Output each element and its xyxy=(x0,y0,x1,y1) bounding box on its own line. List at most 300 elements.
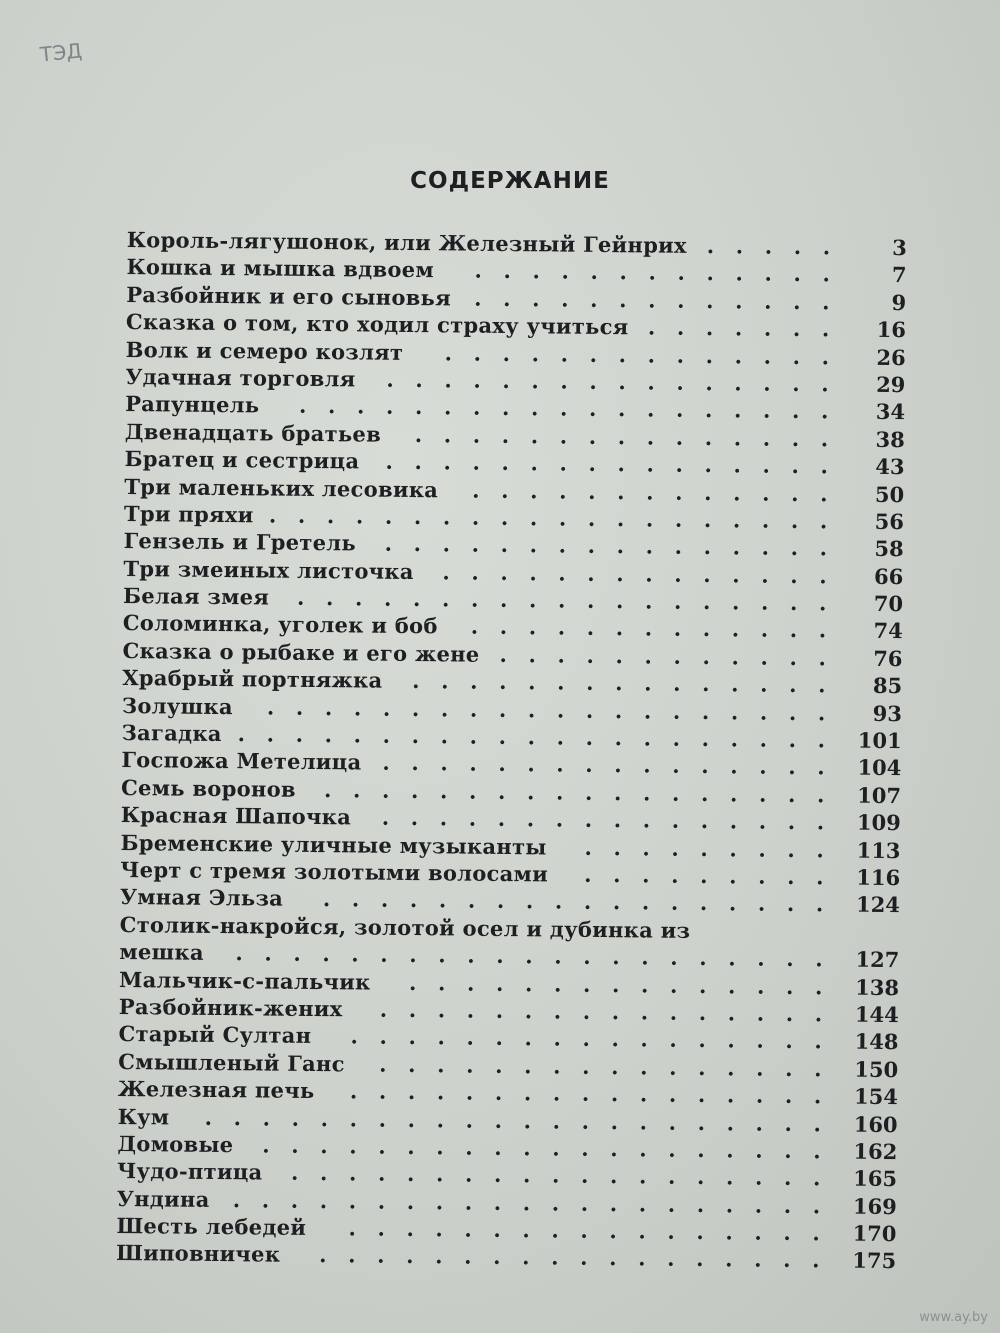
leader-dot: . xyxy=(821,371,829,397)
leader-dot: . xyxy=(786,891,795,917)
leader-dot: . xyxy=(442,559,450,585)
leader-dot: . xyxy=(558,505,567,531)
leader-dot: . xyxy=(702,671,710,697)
leader-dot: . xyxy=(322,941,330,967)
leader-dot: . xyxy=(326,503,335,529)
leader-dot: . xyxy=(787,781,796,807)
leader-dot: . xyxy=(704,452,712,478)
leader-dot: . xyxy=(763,370,771,396)
leader-dot: . xyxy=(471,504,480,530)
leader-dot: . xyxy=(813,1110,822,1136)
leader-dot: . xyxy=(729,863,737,889)
leader-dot: . xyxy=(702,643,710,669)
leader-dot: . xyxy=(728,890,737,916)
leader-dot: . xyxy=(384,531,393,557)
leader-dot: . xyxy=(615,588,624,614)
leader-dot: . xyxy=(473,340,482,366)
leader-dot: . xyxy=(378,1133,386,1159)
toc-entry-page: 43 xyxy=(875,453,905,480)
leader-dot: . xyxy=(731,644,739,670)
leader-dot: . xyxy=(671,780,680,806)
leader-dot: . xyxy=(611,999,620,1025)
leader-dot: . xyxy=(816,864,824,890)
page-title: СОДЕРЖАНИЕ xyxy=(410,168,610,194)
leader-dot: . xyxy=(379,1051,387,1077)
leader-dot: . xyxy=(501,450,509,476)
toc-entry-page: 124 xyxy=(855,892,901,918)
leader-dot: . xyxy=(556,697,565,723)
leader-dot: . xyxy=(586,587,595,613)
leader-dot: . xyxy=(464,1216,472,1242)
leader-dot: . xyxy=(529,559,537,585)
toc-entry-page: 154 xyxy=(853,1083,899,1110)
toc-entry-title: Удачная торговля xyxy=(125,363,356,392)
leader-dot: . xyxy=(646,424,655,450)
leader-dot: . xyxy=(704,424,713,450)
leader-dot: . xyxy=(496,943,504,969)
leader-dot: . xyxy=(494,1080,503,1106)
leader-dot: . xyxy=(558,560,566,586)
leader-dot: . xyxy=(614,752,622,778)
leader-dot: . xyxy=(819,535,828,561)
leader-dot: . xyxy=(701,753,709,779)
leader-dot: . xyxy=(494,1107,503,1133)
leader-dot: . xyxy=(438,942,446,968)
leader-dot: . xyxy=(754,1164,763,1190)
leader-dot: . xyxy=(789,672,797,698)
leader-dot: . xyxy=(556,751,564,778)
leader-dot: . xyxy=(494,1134,502,1160)
toc-entry-title: Умная Эльза xyxy=(119,884,284,912)
leader-dot: . xyxy=(589,341,598,367)
toc-entry-page: 150 xyxy=(854,1056,899,1082)
leader-dot: . xyxy=(647,369,655,395)
leader-dot: . xyxy=(644,615,653,641)
leader-dot: . xyxy=(472,422,481,448)
leader-dot: . xyxy=(676,314,685,341)
toc-entry-title: Король-лягушонок, или Железный Гейнрих xyxy=(126,226,687,258)
leader-dot: . xyxy=(675,451,683,477)
leader-dot: . xyxy=(820,426,829,452)
leader-dot: . xyxy=(493,1189,502,1215)
leader-dot: . xyxy=(499,669,507,695)
leader-dot: . xyxy=(264,940,272,966)
leader-dot: . xyxy=(673,643,681,669)
toc-entry-page: 29 xyxy=(876,371,906,398)
leader-dot: . xyxy=(464,1189,473,1215)
leader-dot: . xyxy=(382,722,391,748)
leader-dot: . xyxy=(266,721,275,747)
leader-dot: . xyxy=(443,394,452,420)
toc-entry-title: Черт с тремя золотыми волосами xyxy=(120,856,549,887)
toc-entry-title: Железная печь xyxy=(117,1076,315,1104)
leader-dot: . xyxy=(817,699,826,725)
leader-dot: . xyxy=(614,697,623,723)
leader-dot: . xyxy=(474,285,482,311)
leader-dot: . xyxy=(674,534,683,560)
leader-dot: . xyxy=(792,343,801,369)
leader-dot: . xyxy=(385,394,394,420)
leader-dot: . xyxy=(704,397,713,423)
leader-dot: . xyxy=(817,727,826,753)
toc-entry-page: 127 xyxy=(855,946,900,973)
leader-dot: . xyxy=(644,670,652,696)
leader-dot: . xyxy=(582,998,591,1024)
leader-dot: . xyxy=(619,286,627,313)
leader-dot: . xyxy=(822,234,831,260)
leader-dot: . xyxy=(610,1136,618,1162)
leader-dot: . xyxy=(559,423,568,449)
leader-dot: . xyxy=(700,808,709,834)
leader-dot: . xyxy=(503,285,511,311)
leader-dot: . xyxy=(699,890,708,916)
leader-dot: . xyxy=(588,450,596,477)
leader-dot: . xyxy=(467,887,476,914)
toc-entry-title: Гензель и Гретель xyxy=(123,528,357,556)
leader-dot: . xyxy=(557,669,565,695)
leader-dot: . xyxy=(530,450,538,476)
leader-dot: . xyxy=(676,342,685,368)
toc-entry-title: Кум xyxy=(117,1103,170,1129)
leader-dot: . xyxy=(764,261,772,287)
leader-dot: . xyxy=(561,286,569,312)
leader-dot: . xyxy=(820,453,828,479)
leader-dot: . xyxy=(618,369,626,395)
leader-dot: . xyxy=(495,970,504,996)
leader-dot: . xyxy=(758,808,767,834)
leader-dot: . xyxy=(756,973,765,999)
leader-dot: . xyxy=(785,1000,794,1026)
leader-dot: . xyxy=(816,809,825,835)
leader-dot: . xyxy=(735,260,743,286)
leader-dot: . xyxy=(408,1024,416,1050)
leader-dot: . xyxy=(705,370,713,396)
leader-dot: . xyxy=(646,478,654,505)
leader-dot: . xyxy=(814,1028,822,1054)
leader-dot: . xyxy=(613,862,621,888)
leader-dot: . xyxy=(464,1161,473,1187)
leader-dot: . xyxy=(587,560,595,586)
leader-dot: . xyxy=(471,531,480,557)
leader-dot: . xyxy=(761,507,770,533)
leader-dot: . xyxy=(411,750,419,776)
leader-dot: . xyxy=(584,779,593,805)
leader-dot: . xyxy=(580,1190,589,1216)
toc-entry-page: 162 xyxy=(853,1138,898,1165)
leader-dot: . xyxy=(580,1217,588,1243)
leader-dot: . xyxy=(437,1024,445,1050)
leader-dot: . xyxy=(496,888,505,914)
leader-dot: . xyxy=(734,315,743,341)
toc-entry-title: Три змеиных листочка xyxy=(123,555,414,584)
leader-dot: . xyxy=(733,397,742,423)
leader-dot: . xyxy=(616,506,625,532)
leader-dot: . xyxy=(384,503,393,529)
leader-dot: . xyxy=(324,694,333,720)
leader-dot: . xyxy=(674,561,682,587)
toc-entry-page: 109 xyxy=(856,809,901,836)
leader-dot: . xyxy=(701,726,710,752)
leader-dot: . xyxy=(204,1104,213,1130)
leader-dot: . xyxy=(350,1023,358,1049)
leader-dot: . xyxy=(763,315,772,341)
leader-dot: . xyxy=(440,723,449,749)
toc-entry-page: 56 xyxy=(874,508,905,535)
toc-entry-title: Мальчик-с-пальчик xyxy=(118,966,371,995)
leader-dot: . xyxy=(787,809,796,835)
leader-dot: . xyxy=(792,316,801,342)
leader-dot: . xyxy=(819,508,828,534)
leader-dot: . xyxy=(817,754,825,780)
leader-dot: . xyxy=(788,754,796,780)
leader-dot: . xyxy=(671,835,679,861)
leader-dot: . xyxy=(495,1025,503,1051)
leader-dot: . xyxy=(493,1216,501,1243)
leader-dot: . xyxy=(609,1163,618,1189)
leader-dot: . xyxy=(501,477,509,503)
leader-dot: . xyxy=(638,1245,646,1271)
leader-dot: . xyxy=(377,1188,386,1214)
toc-entry-title: Чудо-птица xyxy=(116,1158,263,1185)
leader-dot: . xyxy=(787,836,795,862)
leader-dot: . xyxy=(407,1106,416,1132)
leader-dot: . xyxy=(611,1026,619,1052)
leader-dot: . xyxy=(730,726,739,752)
leader-dot: . xyxy=(411,723,420,749)
leader-dot: . xyxy=(648,287,656,313)
leader-dot: . xyxy=(524,970,533,996)
leader-dot: . xyxy=(726,1109,735,1135)
toc-entry-page: 104 xyxy=(857,755,902,781)
leader-dot: . xyxy=(500,532,509,558)
leader-dot: . xyxy=(291,1105,300,1131)
leader-dot: . xyxy=(793,261,801,287)
leader-dot: . xyxy=(640,1054,648,1080)
leader-dot: . xyxy=(588,478,596,504)
leader-dot: . xyxy=(444,339,453,365)
leader-dot: . xyxy=(527,751,535,777)
leader-dot: . xyxy=(676,369,684,395)
leader-dot: . xyxy=(320,1105,329,1131)
leader-dot: . xyxy=(793,233,802,260)
toc-entry-page: 101 xyxy=(857,727,902,754)
toc-entry-title: Рапунцель xyxy=(125,391,260,418)
leader-dot: . xyxy=(560,341,569,367)
leader-dot: . xyxy=(324,722,333,748)
leader-dot: . xyxy=(613,834,621,860)
leader-dot: . xyxy=(553,1025,561,1051)
leader-dot: . xyxy=(528,614,537,640)
leader-dot: . xyxy=(639,1081,648,1107)
leader-dot: . xyxy=(587,533,596,559)
leader-dot: . xyxy=(704,479,712,505)
toc-entry-title: Три маленьких лесовика xyxy=(124,473,439,502)
leader-dot: . xyxy=(348,1188,357,1214)
leader-dot: . xyxy=(697,1082,706,1108)
leader-dot: . xyxy=(725,1246,733,1272)
leader-dot: . xyxy=(378,1106,387,1132)
leader-dot: . xyxy=(760,644,768,670)
leader-dot: . xyxy=(557,642,565,668)
leader-dot: . xyxy=(524,1052,532,1079)
leader-dot: . xyxy=(524,1025,532,1051)
leader-dot: . xyxy=(501,422,510,448)
leader-dot: . xyxy=(355,503,364,529)
leader-dot: . xyxy=(758,781,767,807)
leader-dot: . xyxy=(789,590,798,616)
leader-dot: . xyxy=(614,725,623,751)
toc-entry-page: 144 xyxy=(854,1001,899,1028)
leader-dot: . xyxy=(588,396,597,422)
leader-dot: . xyxy=(522,1217,530,1243)
leader-dot: . xyxy=(348,1215,356,1241)
leader-dot: . xyxy=(612,889,621,915)
leader-dot: . xyxy=(293,940,301,967)
leader-dot: . xyxy=(319,1187,328,1213)
toc-entry-page: 93 xyxy=(872,700,903,726)
leader-dot: . xyxy=(290,1187,299,1213)
leader-dot: . xyxy=(352,777,361,803)
leader-dot: . xyxy=(499,587,508,613)
toc-entry-title: Ундина xyxy=(116,1185,210,1212)
toc-entry-title: Столик-накройся, золотой осел и дубинка из xyxy=(119,911,691,943)
leader-dot: . xyxy=(644,643,652,669)
leader-dot: . xyxy=(585,697,594,723)
leader-dot: . xyxy=(647,314,656,340)
leader-dot: . xyxy=(471,559,479,585)
leader-dot: . xyxy=(822,289,830,315)
leader-dot: . xyxy=(558,532,567,558)
leader-dot: . xyxy=(382,750,390,776)
leader-dot: . xyxy=(727,1027,735,1053)
leader-dot: . xyxy=(818,672,826,698)
leader-dot: . xyxy=(725,1164,734,1190)
toc-entry-page: 66 xyxy=(874,563,904,589)
leader-dot: . xyxy=(587,505,596,531)
leader-dot: . xyxy=(705,315,714,341)
leader-dot: . xyxy=(812,1192,821,1218)
leader-dot: . xyxy=(556,724,565,750)
leader-dot: . xyxy=(617,451,625,477)
leader-dot: . xyxy=(406,1243,414,1269)
leader-dot: . xyxy=(638,1218,646,1244)
leader-dot: . xyxy=(727,972,736,998)
leader-dot: . xyxy=(320,1132,328,1159)
leader-dot: . xyxy=(552,1108,561,1134)
toc-entry-page: 160 xyxy=(853,1111,898,1137)
leader-dot: . xyxy=(645,506,654,532)
leader-dot: . xyxy=(816,782,825,808)
leader-dot: . xyxy=(639,1108,648,1134)
leader-dot: . xyxy=(443,449,451,475)
leader-dot: . xyxy=(734,342,743,369)
leader-dot: . xyxy=(557,615,566,641)
leader-dot: . xyxy=(762,480,770,506)
leader-dot: . xyxy=(584,807,593,833)
leader-dot: . xyxy=(755,1137,763,1163)
leader-dot: . xyxy=(732,534,741,560)
leader-dot: . xyxy=(735,288,743,314)
leader-dot: . xyxy=(609,1245,617,1271)
leader-dot: . xyxy=(812,1220,820,1246)
leader-dot: . xyxy=(474,258,482,284)
leader-dot: . xyxy=(437,997,446,1023)
toc-entry-page: 3 xyxy=(892,235,907,261)
leader-dot: . xyxy=(731,616,740,642)
leader-dot: . xyxy=(820,480,828,506)
leader-dot: . xyxy=(440,695,449,722)
leader-dot: . xyxy=(755,1082,764,1108)
leader-dot: . xyxy=(262,1132,270,1158)
toc-entry-page: 7 xyxy=(891,262,907,288)
leader-dot: . xyxy=(638,1191,647,1217)
leader-dot: . xyxy=(472,394,481,421)
leader-dot: . xyxy=(406,1216,414,1242)
leader-dot: . xyxy=(351,941,359,967)
leader-dot: . xyxy=(618,341,627,367)
leader-dot: . xyxy=(528,587,537,613)
leader-dot: . xyxy=(791,453,799,479)
leader-dot: . xyxy=(672,725,681,751)
leader-dot: . xyxy=(667,1246,675,1272)
leader-dot: . xyxy=(759,726,768,752)
leader-dot: . xyxy=(233,1104,242,1130)
leader-dot: . xyxy=(469,723,478,749)
toc-entry-title: Сказка о рыбаке и его жене xyxy=(122,637,480,667)
leader-dot: . xyxy=(414,449,422,475)
leader-dot: . xyxy=(645,561,653,587)
toc-entry-title: мешка xyxy=(119,939,204,966)
leader-dot: . xyxy=(754,1192,763,1218)
leader-dot: . xyxy=(669,972,678,998)
leader-dot: . xyxy=(498,696,507,722)
leader-dot: . xyxy=(642,807,651,833)
toc-entry-title: Смышленый Ганс xyxy=(118,1048,345,1077)
leader-dot: . xyxy=(464,1244,472,1270)
leader-dot: . xyxy=(671,807,680,834)
leader-dot: . xyxy=(727,1000,736,1026)
leader-dot: . xyxy=(502,367,510,393)
leader-dot: . xyxy=(783,1247,791,1273)
leader-dot: . xyxy=(696,1219,704,1245)
leader-dot: . xyxy=(473,367,481,393)
leader-dot: . xyxy=(617,396,626,422)
leader-dot: . xyxy=(763,343,772,369)
leader-dot: . xyxy=(559,395,568,421)
leader-dot: . xyxy=(408,1051,416,1077)
toc-entry-page: 113 xyxy=(856,837,901,863)
leader-dot: . xyxy=(734,370,742,396)
leader-dot: . xyxy=(523,1080,532,1106)
leader-dot: . xyxy=(412,668,420,694)
toc-entry-page: 85 xyxy=(872,673,903,699)
leader-dot: . xyxy=(611,1053,619,1079)
leader-dot: . xyxy=(497,806,506,832)
leader-dot: . xyxy=(412,586,421,612)
leader-dot: . xyxy=(470,614,479,640)
leader-dot: . xyxy=(237,721,246,747)
leader-dot: . xyxy=(531,368,539,394)
leader-dot: . xyxy=(559,450,567,476)
leader-dot: . xyxy=(730,698,739,725)
leader-dot: . xyxy=(470,586,479,612)
toc-entry-title: Шесть лебедей xyxy=(116,1213,307,1240)
leader-dot: . xyxy=(493,1244,501,1270)
leader-dot: . xyxy=(735,233,744,259)
leader-dot: . xyxy=(764,288,772,314)
leader-dot: . xyxy=(732,507,741,533)
toc-entry-title: Кошка и мышка вдвоем xyxy=(126,254,435,283)
